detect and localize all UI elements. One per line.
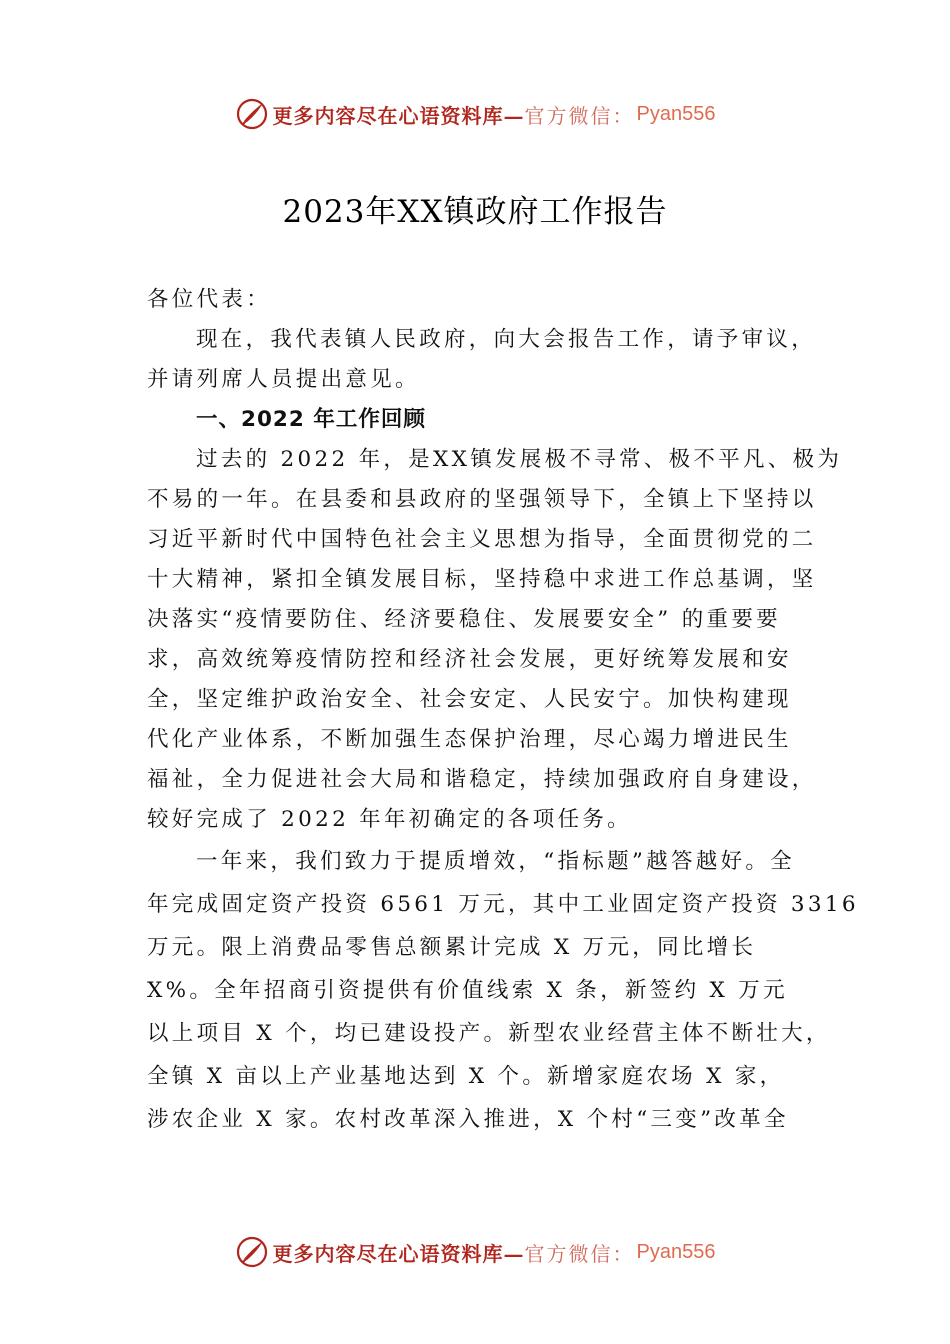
- banner-slogan: 更多内容尽在心语资料库—: [272, 103, 525, 128]
- paragraph-line: 习近平新时代中国特色社会主义思想为指导，全面贯彻党的二: [147, 527, 817, 552]
- paragraph-line: 并请列席人员提出意见。: [147, 367, 420, 392]
- paragraph-line: 一年来，我们致力于提质增效，“指标题”越答越好。全: [196, 849, 795, 874]
- document-body: [147, 280, 859, 1141]
- quill-seal-icon: [235, 97, 269, 131]
- banner-slogan: 更多内容尽在心语资料库—: [272, 1241, 525, 1266]
- document-title: 2023年XX镇政府工作报告: [282, 194, 668, 230]
- paragraph-line: 全镇 X 亩以上产业基地达到 X 个。新增家庭农场 X 家，: [147, 1064, 785, 1089]
- paragraph-line: 涉农企业 X 家。农村改革深入推进，X 个村“三变”改革全: [147, 1107, 789, 1132]
- quill-seal-icon: [235, 1235, 269, 1269]
- paragraph-line: 求，高效统筹疫情防控和经济社会发展，更好统筹发展和安: [147, 647, 792, 672]
- paragraph-line: 不易的一年。在县委和县政府的坚强领导下，全镇上下坚持以: [147, 487, 817, 512]
- section-heading: 一、2022 年工作回顾: [196, 407, 426, 432]
- paragraph-line: X%。全年招商引资提供有价值线索 X 条，新签约 X 万元: [147, 978, 788, 1003]
- banner-wechat-label: 官方微信：: [524, 103, 635, 128]
- paragraph-line: 以上项目 X 个，均已建设投产。新型农业经营主体不断壮大，: [147, 1021, 831, 1046]
- paragraph-line: 决落实“疫情要防住、经济要稳住、发展要安全” 的重要要: [147, 607, 781, 632]
- paragraph-line: 过去的 2022 年，是XX镇发展极不寻常、极不平凡、极为: [196, 447, 843, 472]
- paragraph-line: 现在，我代表镇人民政府，向大会报告工作，请予审议，: [196, 327, 817, 352]
- paragraph-line: 代化产业体系，不断加强生态保护治理，尽心竭力增进民生: [147, 727, 792, 752]
- header-banner: [0, 92, 950, 136]
- paragraph-line: 年完成固定资产投资 6561 万元，其中工业固定资产投资 3316: [147, 892, 859, 917]
- paragraph-line: 十大精神，紧扣全镇发展目标，坚持稳中求进工作总基调，坚: [147, 567, 817, 592]
- footer-banner: [0, 1230, 950, 1274]
- paragraph-line: 万元。限上消费品零售总额累计完成 X 万元，同比增长: [147, 935, 757, 960]
- paragraph-line: 全，坚定维护政治安全、社会安定、人民安宁。加快构建现: [147, 687, 792, 712]
- salutation: 各位代表：: [147, 287, 272, 312]
- banner-wechat-id: Pyan556: [636, 102, 716, 125]
- banner-wechat-label: 官方微信：: [524, 1241, 635, 1266]
- paragraph-line: 较好完成了 2022 年年初确定的各项任务。: [147, 807, 632, 832]
- paragraph-line: 福祉，全力促进社会大局和谐稳定，持续加强政府自身建设，: [147, 767, 817, 792]
- banner-wechat-id: Pyan556: [636, 1240, 716, 1263]
